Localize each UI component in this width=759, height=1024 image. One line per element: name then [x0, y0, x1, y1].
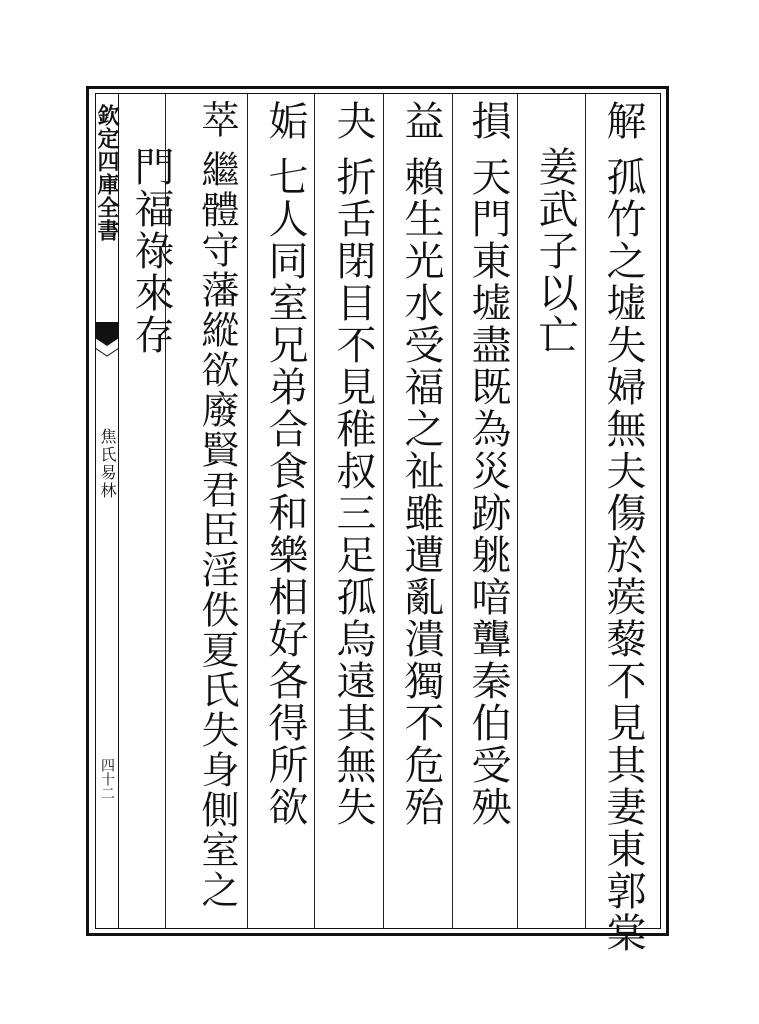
hexagram-name: 萃: [195, 100, 239, 140]
hexagram-name: 益: [398, 100, 444, 142]
collection-title: 欽定四庫全書: [94, 104, 120, 242]
column-divider: [517, 93, 518, 929]
column-divider: [585, 93, 586, 929]
verse-text: 天門東墟盡既為災跡䠷喑聾秦伯受殃: [465, 156, 511, 828]
text-column-guai: [328, 100, 378, 828]
hexagram-name: 解: [600, 100, 646, 142]
text-column-sun: [463, 100, 513, 828]
text-column-continuation: [530, 146, 580, 356]
column-divider: [383, 93, 384, 929]
text-column-continuation: [126, 146, 176, 356]
column-divider: [452, 93, 453, 929]
text-column-cui: [192, 100, 242, 910]
hexagram-name: 損: [465, 100, 511, 142]
column-divider: [247, 93, 248, 929]
verse-text: 折舌閉目不見稚叔三足孤烏遠其無失: [330, 156, 376, 828]
hexagram-name: 姤: [262, 100, 308, 142]
verse-text: 七人同室兄弟合食和樂相好各得所欲: [262, 156, 308, 828]
verse-text: 繼體守藩縱欲廢賢君臣淫佚夏氏失身側室之: [195, 150, 239, 910]
column-divider: [314, 93, 315, 929]
verse-text: 姜武子以亡: [532, 146, 578, 356]
text-column-gou: [260, 100, 310, 828]
text-column-yi: [396, 100, 446, 828]
verse-text: 賴生光水受福之祉雖遭亂潰獨不危殆: [398, 156, 444, 828]
verse-text: 門福祿來存: [128, 146, 174, 356]
text-column-jie: [598, 100, 648, 954]
fishtail-mark-icon: [95, 322, 119, 358]
book-title: 焦氏易林: [98, 428, 117, 500]
verse-text: 孤竹之墟失婦無夫傷於蒺藜不見其妻東郭棠: [600, 156, 646, 954]
hexagram-name: 夬: [330, 100, 376, 142]
page-number: 四十二: [99, 758, 115, 800]
